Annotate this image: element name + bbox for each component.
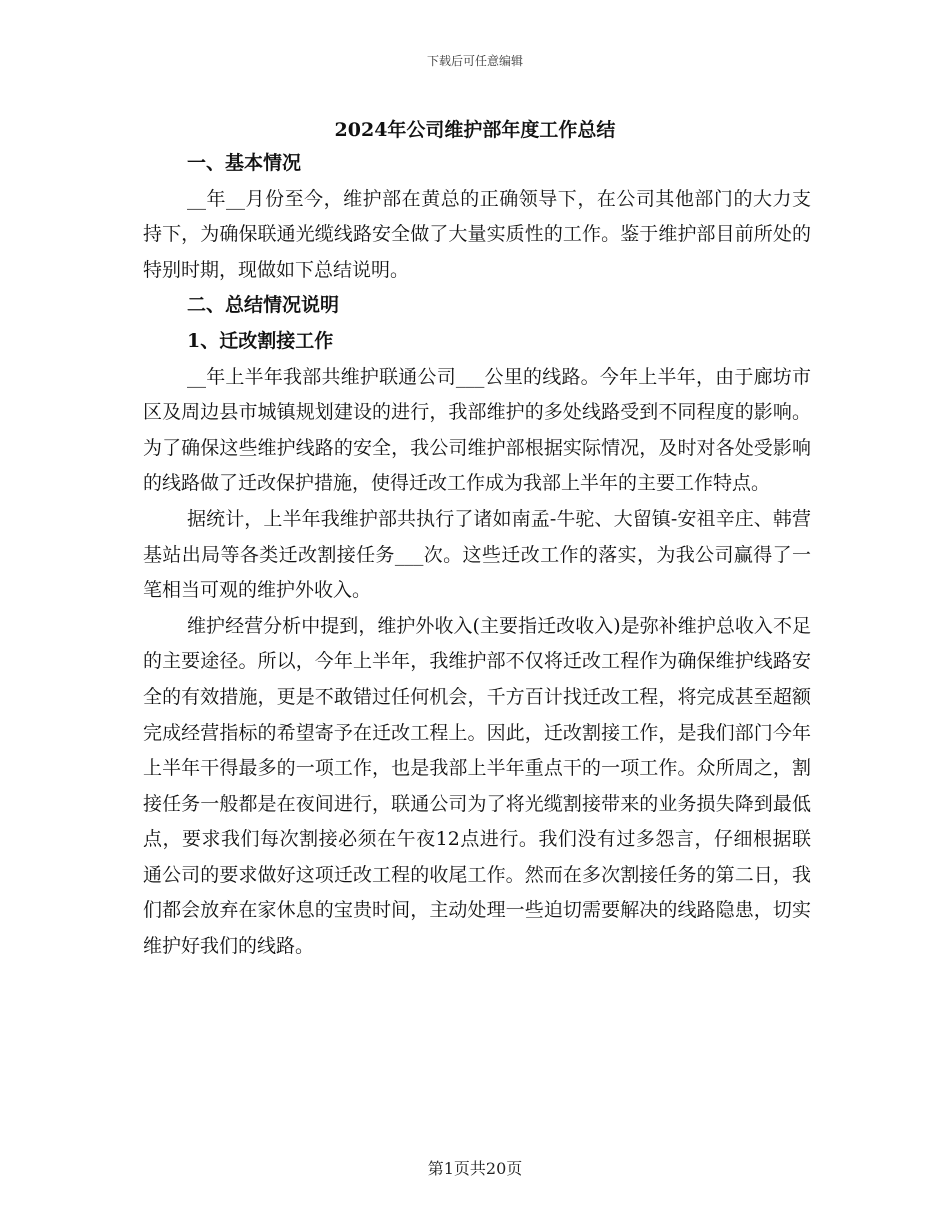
document-body [143, 146, 811, 965]
paragraph-basic-info: __年__月份至今，维护部在黄总的正确领导下，在公司其他部门的大力支持下，为确保联通光缆线路安全做了大量实质性的工作。鉴于维护部目前所处的特别时期，现做如下总结说明。 [143, 187, 811, 281]
header-note: 下载后可任意编辑 [426, 54, 523, 68]
paragraph-migration-2: 据统计，上半年我维护部共执行了诸如南孟-牛驼、大留镇-安祖辛庄、韩营基站出局等各类迁改割接任务___次。这些迁改工作的落实，为我公司赢得了一笔相当可观的维护外收入。 [143, 507, 811, 602]
section-heading-basic-info: 一、基本情况 [187, 152, 302, 174]
paragraph-migration-3: 维护经营分析中提到，维护外收入(主要指迁改收入)是弥补维护总收入不足的主要途径。所以，今年上半年，我维护部不仅将迁改工程作为确保维护线路安全的有效措施，更是不敢错过任何机会，千方百计找迁改工程，将完成甚至超额完成经营指标的希望寄予在迁改工程上。因此，迁改割接工作，是我们部门今年上半年干得最多的一项工作，也是我部上半年重点干的一项工作。众所周之，割接任务一般都是在夜间进行，联通公司为了将光缆割接带来的业务损失降到最低点，要求我们每次割接必须在午夜12点进行。我们没有过多怨言，仔细根据联通公司的要求做好这项迁改工程的收尾工作。然而在多次割接任务的第二日，我们都会放弃在家休息的宝贵时间，主动处理一些迫切需要解决的线路隐患，切实维护好我们的线路。 [143, 614, 811, 958]
page-footer: 第1页共20页 [427, 1159, 523, 1178]
paragraph-migration-1: __年上半年我部共维护联通公司___公里的线路。今年上半年，由于廊坊市区及周边县市城镇规划建设的进行，我部维护的多处线路受到不同程度的影响。为了确保这些维护线路的安全，我公司维护部根据实际情况，及时对各处受影响的线路做了迁改保护措施，使得迁改工作成为我部上半年的主要工作特点。 [143, 365, 811, 495]
subsection-heading-migration: 1、迁改割接工作 [187, 329, 334, 352]
document-title: 2024年公司维护部年度工作总结 [334, 119, 616, 141]
section-heading-summary: 二、总结情况说明 [187, 294, 340, 317]
